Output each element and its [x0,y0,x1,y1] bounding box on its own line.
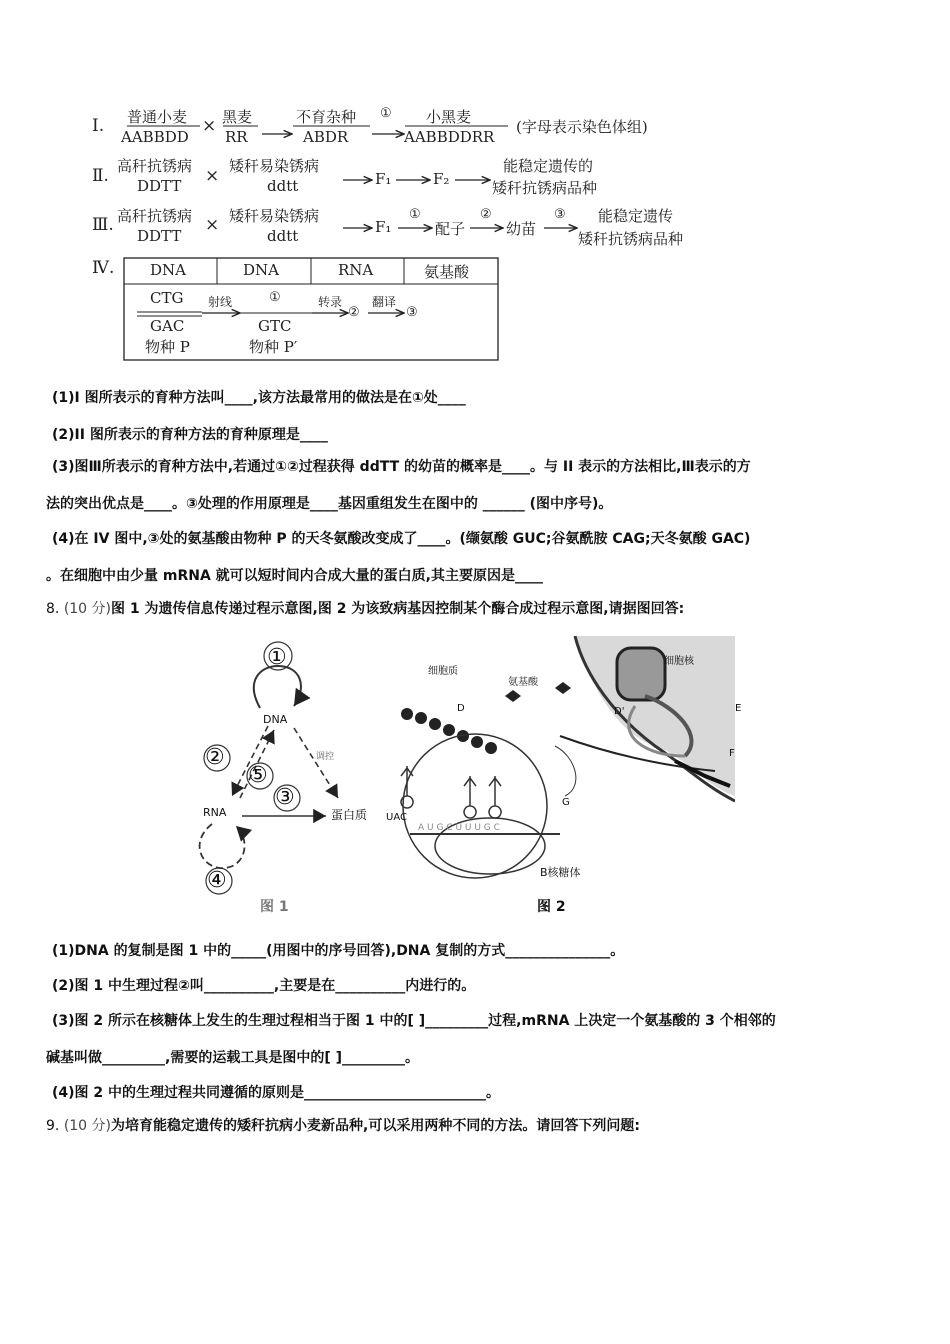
fig1-process-5: ⑤ [248,763,268,788]
q9-stem [46,1115,640,1135]
row3-dwarf-susceptible: 矮秆易染锈病 [229,207,320,225]
fig2-label-e: E [735,703,742,714]
row1-roman: Ⅰ. [92,116,105,136]
q8-text: 图 1 为遗传信息传递过程示意图,图 2 为该致病基因控制某个酶合成过程示意图,请据图回答: [111,601,685,617]
row4-header-rna: RNA [338,261,374,279]
q8-part3-line1: (3)图 2 所示在核糖体上发生的生理过程相当于图 1 中的[ ]_________过程,mRNA 上决定一个氨基酸的 3 个相邻的 [52,1013,776,1029]
q8-score: (10 分) [63,601,112,617]
row4-p-template: GAC [150,317,185,335]
q8-part4: (4)图 2 中的生理过程共同遵循的原则是__________________________。 [52,1085,501,1101]
row2-tall-resistant-genotype: DDTT [137,177,182,195]
row4-translation: 翻译 [372,295,397,309]
fig1-side-label: 调控 [316,752,335,762]
fig2-ribosome: B核糖体 [540,866,581,879]
fig1-process-4: ④ [207,868,227,893]
row3-f1: F₁ [375,218,392,236]
row4-species-p-prime: 物种 P′ [249,338,298,356]
cross-symbol: × [202,116,217,136]
fig2-caption: 图 2 [537,899,566,915]
row4-header-dna-1: DNA [150,261,186,279]
row3-roman: Ⅲ. [92,215,114,235]
fig2-cytoplasm: 细胞质 [428,666,458,677]
row4-header-amino-acid: 氨基酸 [424,263,470,281]
q8-part2: (2)图 1 中生理过程②叫__________,主要是在__________内进行的。 [52,978,476,994]
fig1-dna-label: DNA [263,713,288,726]
q8-number: 8. [46,601,60,617]
q9-number: 9. [46,1118,60,1134]
row3-step-2: ② [480,207,492,222]
row3-result-bottom: 矮秆抗锈病品种 [578,230,684,248]
row1-rye: 黑麦 [222,108,253,126]
fig2-anticodon: UAC [386,812,407,823]
fig1-process-2: ② [205,745,225,770]
fig2-label-d: D [457,703,465,714]
q7-part4-line1: (4)在 IV 图中,③处的氨基酸由物种 P 的天冬氨酸改变成了____。(缬氨酸 GUC;谷氨酰胺 CAG;天冬氨酸 GAC) [52,531,751,547]
row1-triticale-genome: AABBDDRR [404,128,495,146]
row1-triticale: 小黑麦 [426,108,472,126]
row1-rye-genome: RR [225,128,248,146]
q7-part3-line2: 法的突出优点是____。③处理的作用原理是____基因重组发生在图中的 ______ (图中序号)。 [46,496,613,512]
row4-transcription: 转录 [318,295,343,309]
row3-gamete: 配子 [435,220,466,238]
row2-dwarf-susceptible: 矮秆易染锈病 [229,157,320,175]
row1-note: (字母表示染色体组) [516,118,648,136]
row3-step-3: ③ [554,207,566,222]
row1-common-wheat-genome: AABBDD [121,128,189,146]
row2-f1: F₁ [375,170,392,188]
q8-part1: (1)DNA 的复制是图 1 中的_____(用图中的序号回答),DNA 复制的方式_______________。 [52,943,625,959]
row4-pp-template: GTC [258,317,292,335]
fig2-amino-acid: 氨基酸 [508,677,538,688]
q8-stem [46,598,684,618]
q9-text: 为培育能稳定遗传的矮秆抗病小麦新品种,可以采用两种不同的方法。请回答下列问题: [111,1118,640,1134]
fig1-process-1: ① [267,645,287,670]
row4-radiation: 射线 [208,295,233,309]
row2-f2: F₂ [433,170,450,188]
fig1-process-3: ③ [275,785,295,810]
row3-seedling: 幼苗 [506,220,537,238]
row3-result-top: 能稳定遗传 [598,207,674,225]
q7-part1: (1)I 图所表示的育种方法叫____,该方法最常用的做法是在①处____ [52,390,466,406]
q8-part3-line2: 碱基叫做_________,需要的运载工具是图中的[ ]_________。 [46,1050,419,1066]
q7-part2: (2)II 图所表示的育种方法的育种原理是____ [52,427,328,443]
row4-step-1: ① [269,290,281,305]
row4-p-coding: CTG [150,289,184,307]
fig2-nucleus: 细胞核 [664,656,694,667]
cross-symbol: × [205,215,220,235]
row3-tall-resistant-genotype: DDTT [137,227,182,245]
row1-step-1: ① [380,106,392,121]
fig2-mrna-sequence: A U G C U U U G C [418,823,500,833]
row1-sterile-hybrid: 不育杂种 [296,108,357,126]
fig2-label-d-prime: D' [614,706,625,717]
fig1-rna-label: RNA [203,806,227,819]
cross-symbol: × [205,166,220,186]
row3-tall-resistant: 高秆抗锈病 [117,207,193,225]
row1-common-wheat: 普通小麦 [127,108,188,126]
row4-species-p: 物种 P [145,338,190,356]
fig1-protein-label: 蛋白质 [331,808,368,822]
row4-step-3: ③ [406,305,418,320]
row3-dwarf-susceptible-genotype: ddtt [267,227,299,245]
row2-dwarf-susceptible-genotype: ddtt [267,177,299,195]
row4-roman: Ⅳ. [92,258,115,278]
q7-part4-line2: 。在细胞中由少量 mRNA 就可以短时间内合成大量的蛋白质,其主要原因是____ [46,568,543,584]
row4-step-2: ② [348,305,360,320]
row3-step-1: ① [409,207,421,222]
row2-result-bottom: 矮秆抗锈病品种 [492,179,598,197]
fig2-label-g: G [562,797,570,808]
row4-header-dna-2: DNA [243,261,279,279]
q9-score: (10 分) [63,1118,112,1134]
row1-sterile-hybrid-genome: ABDR [303,128,349,146]
row2-tall-resistant: 高秆抗锈病 [117,157,193,175]
fig1-caption: 图 1 [260,899,289,915]
row2-roman: Ⅱ. [92,166,109,186]
q7-part3-line1: (3)图Ⅲ所表示的育种方法中,若通过①②过程获得 ddTT 的幼苗的概率是____。与 II 表示的方法相比,Ⅲ表示的方 [52,459,751,475]
row2-result-top: 能稳定遗传的 [503,157,594,175]
fig2-label-f: F [729,748,735,759]
